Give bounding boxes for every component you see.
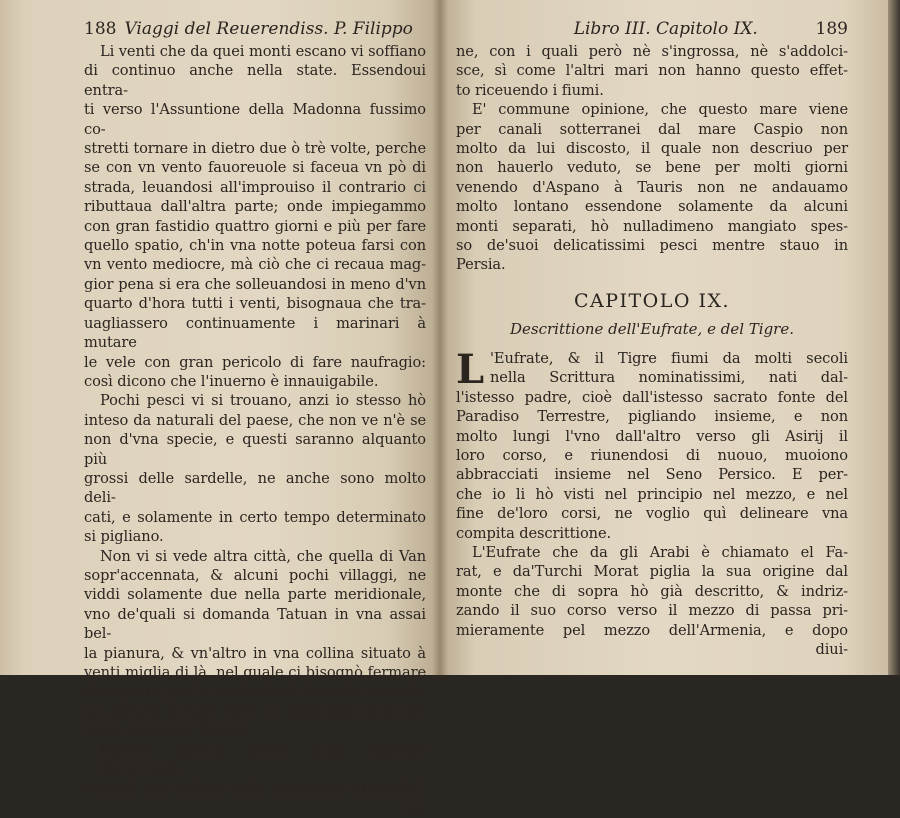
text-line: ributtaua dall'altra parte; onde impiegammo: [84, 198, 426, 216]
text-line: inteso da naturali del paese, che non ve n'è se: [84, 411, 426, 429]
right-page: [440, 0, 888, 675]
text-line: per canali sotterranei dal mare Caspio non: [456, 120, 848, 138]
text-line: con gran fastidio quattro giorni e più per fare: [84, 217, 426, 235]
text-line: sce, sì come l'altri mari non hanno questo effet-: [456, 62, 848, 80]
text-line: Persia.: [456, 256, 506, 274]
text-line: quarto d'hora tutti i venti, bisognaua che tra-: [84, 295, 426, 313]
text-line: quello spatio, ch'in vna notte poteua farsi con: [84, 237, 426, 255]
text-line: e riuoli che calano dalle montagne circonuici-: [84, 780, 426, 798]
paragraph: [84, 42, 426, 391]
text-line: molto da lui discosto, il quale non descriuo per: [456, 140, 848, 158]
text-line: non hauerlo veduto, se bene per molti giorni: [456, 159, 848, 177]
text-line: mieramente pel mezzo dell'Armenia, e dopo: [456, 621, 848, 639]
text-line: ne, con i quali però nè s'ingrossa, nè s'addolci-: [456, 43, 848, 60]
text-line: meni, & alcuni Turchi.: [84, 722, 248, 740]
text-line: due giorni per la contrarietà de'venti; si vedo-: [84, 683, 426, 701]
text-line: molto lontano essendone solamente da alcuni: [456, 198, 848, 216]
text-line: molto lungi l'vno dall'altro verso gli Asirij il: [456, 427, 848, 445]
text-line: loro corso, e riunendosi di nuouo, muoiono: [456, 446, 848, 464]
text-line: cati, e solamente in certo tempo determinato: [84, 508, 426, 526]
text-line: uagliassero continuamente i marinari à mutare: [84, 314, 426, 352]
text-line: ti verso l'Assuntione della Madonna fussimo co-: [84, 101, 426, 138]
text-line: stretti tornare in dietro due ò trè volte, perche: [84, 140, 426, 158]
text-line: vno de'quali si domanda Tatuan in vna assai bel-: [84, 605, 426, 643]
right-running-head: [456, 18, 848, 40]
page-edge: [888, 0, 900, 675]
text-line: Pochi pesci vi si trouano, anzi io stesso hò: [100, 392, 426, 410]
text-line: diui-: [815, 640, 848, 658]
text-line: si pigliano.: [84, 528, 164, 546]
text-line: viddi solamente due nella parte meridionale,: [84, 586, 426, 604]
text-line: strada, leuandosi all'improuiso il contrario ci: [84, 178, 426, 196]
text-line: E' commune opinione, che questo mare viene: [472, 101, 848, 119]
text-line: vn vento mediocre, mà ciò che ci recaua mag-: [84, 256, 426, 274]
chapter-title: CAPITOLO IX.: [573, 289, 731, 312]
left-running-head: [84, 18, 426, 40]
chapter-subtitle: Descrittione dell'Eufrate, e del Tigre.: [510, 319, 794, 338]
left-page: [0, 0, 440, 817]
text-line: l'istesso padre, cioè dall'istesso sacrato fonte del: [456, 388, 848, 406]
text-line: compita descrittione.: [456, 524, 612, 542]
paragraph: [84, 391, 426, 546]
left-page-body: [84, 42, 426, 818]
text-line: monti separati, hò nulladimeno mangiato spes-: [456, 217, 848, 235]
text-line: nella Scrittura nominatissimi, nati dal-: [490, 369, 848, 387]
text-line: venti miglia di là, nel quale ci bisognò fermare: [84, 664, 426, 681]
text-line: così dicono che l'inuerno è innauigabile.: [84, 372, 379, 390]
text-line: Non vi si vede altra città, che quella di Van: [100, 547, 426, 565]
chapter-first-paragraph: [456, 345, 848, 543]
text-line: zando il suo corso verso il mezzo di passa pri-: [456, 602, 848, 620]
text-line: 'Eufrate, & il Tigre fiumi da molti secoli: [490, 349, 848, 367]
text-line: no ancora alcune ville. Li habitanti sono Ar-: [84, 702, 426, 720]
right-running-title: Libro III. Capitolo IX.: [573, 19, 758, 39]
right-page-body-top: [456, 42, 848, 275]
right-page-number: 189: [815, 19, 848, 39]
text-line: venendo d'Aspano à Tauris non ne andauamo: [456, 178, 848, 196]
paragraph: [84, 547, 426, 741]
text-line: non d'vna specie, e questi saranno alquanto più: [84, 431, 426, 468]
text-line: se con vn vento fauoreuole si faceua vn pò di: [84, 159, 426, 177]
text-line: to riceuendo i fiumi.: [456, 81, 604, 99]
text-line: Li venti che da quei monti escano vi soffiano: [100, 43, 426, 60]
drop-cap: L: [456, 345, 485, 393]
text-line: L'Eufrate che da gli Arabi è chiamato el Fa-: [472, 543, 848, 561]
text-line: che io li hò visti nel principio nel mezzo, e nel: [456, 485, 848, 503]
paragraph: [456, 100, 848, 275]
left-page-number: 188: [84, 19, 117, 39]
paragraph: [456, 42, 848, 100]
text-line: monte che di sopra hò già descritto, & indriz-: [456, 582, 848, 600]
text-line: fine de'loro corsi, ne voglio quì delineare vna: [456, 505, 848, 523]
text-line: so de'suoi delicatissimi pesci mentre stauo in: [456, 237, 848, 255]
text-line: abbracciati insieme nel Seno Persico. E per-: [456, 466, 848, 484]
paragraph: [84, 741, 426, 818]
text-line: gior pena si era che solleuandosi in meno d'vn: [84, 275, 426, 293]
text-line: di continuo anche nella state. Essendoui entra-: [84, 62, 426, 99]
text-line: grossi delle sardelle, ne anche sono molto deli-: [84, 469, 426, 507]
text-line: rat, e da'Turchi Morat piglia la sua origine dal: [456, 563, 848, 581]
text-line: Paradiso Terrestre, pigliando insieme, e non: [456, 408, 848, 426]
left-running-title: Viaggi del Reuerendiss. P. Filippo: [124, 19, 413, 39]
text-line: sopr'accennata, & alcuni pochi villaggi, ne: [84, 566, 426, 584]
book-gutter: [432, 0, 448, 675]
chapter-second-paragraph: [456, 543, 848, 659]
text-line: le vele con gran pericolo di fare naufragio:: [84, 353, 426, 371]
text-line: la pianura, & vn'altro in vna collina situato à: [84, 644, 426, 662]
text-line: Riceue questo mare gran numero de'torrenti,: [100, 741, 426, 779]
text-line: ne,: [403, 799, 426, 817]
